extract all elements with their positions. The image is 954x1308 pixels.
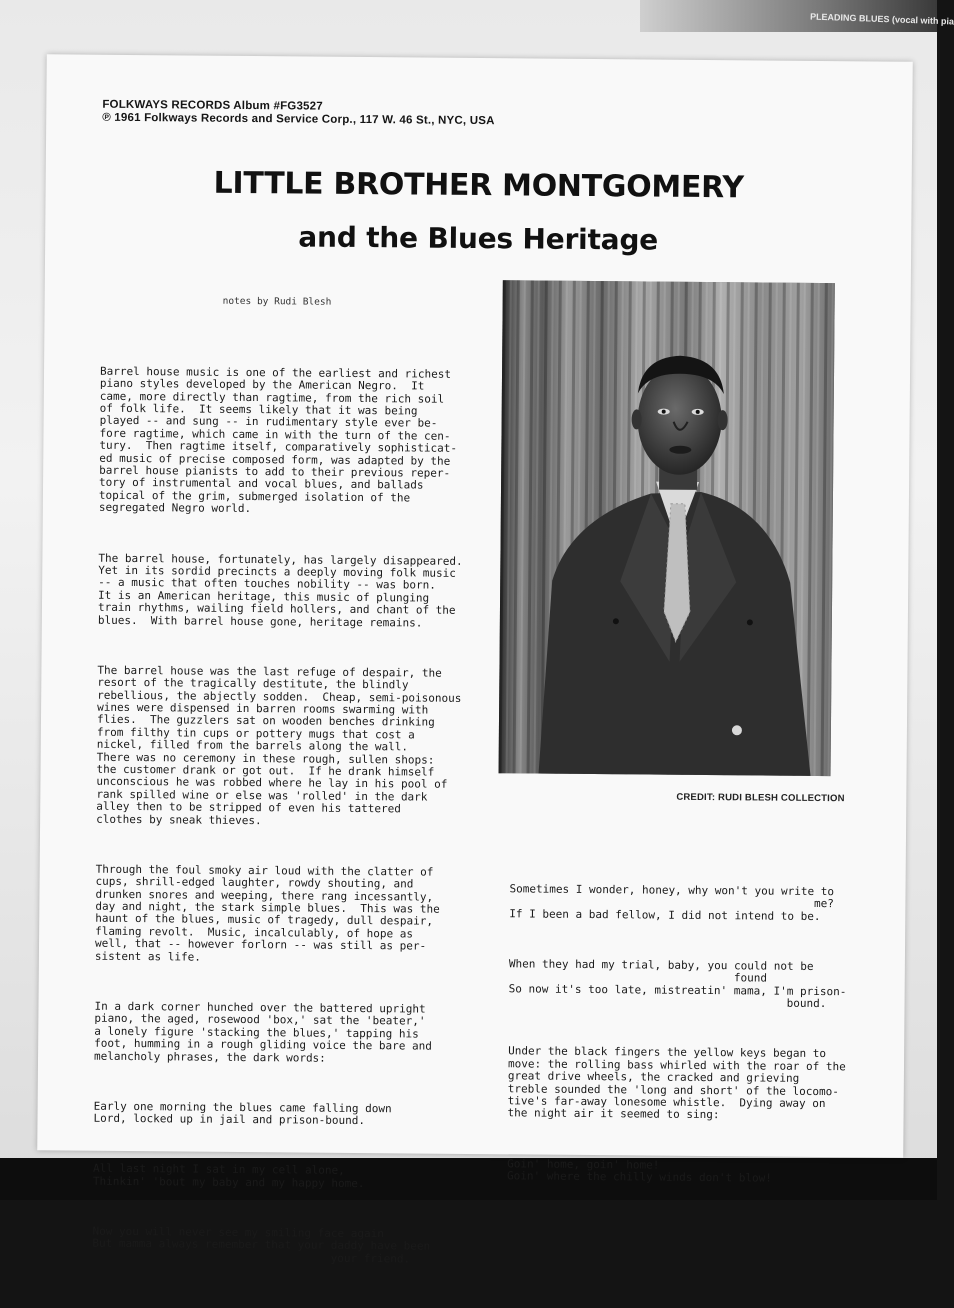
copyright-line: ℗ 1961 Folkways Records and Service Corp., 117 W. 46 St., NYC, USA <box>102 111 495 128</box>
verse-early-one-morning: Early one morning the blues came falling down Lord, locked up in jail and prison-bound. <box>93 1099 392 1128</box>
verse-sometimes-i-wonder: Sometimes I wonder, honey, why won't you write to me? If I been a bad fellow, I did not intend to be. <box>509 882 835 923</box>
label-header <box>102 99 495 128</box>
verse-my-trial: When they had my trial, baby, you could not be found So now it's too late, mistreatin' mama, I'm prison- bound. <box>508 957 847 1011</box>
left-column-text <box>92 341 500 1304</box>
paragraph-barrel-house-origins: Barrel house music is one of the earliest and richest piano styles developed by the American Negro. It came, more directly than ragtime, from the rich soil of folk life. It seems likely that it was being played -- and sung -- in rudimentary style ever be- fore ragtime, which came in with the turn of the cen- tury. Then ragtime itself, comparatively sophisticat- ed music of precise composed form, was adapted by the barrel house pianists to add to their previous reper- tory of instrumental and vocal blues, and ballads topical of the grim, submerged isolation of the segregated Negro world. <box>98 364 458 516</box>
subtitle: and the Blues Heritage <box>298 220 659 257</box>
paragraph-smoky-air: Through the foul smoky air loud with the clatter of cups, shrill-edged laughter, rowdy shouting, and drunken snores and weeping, there rang incessantly, day and night, the stark simple blues. This was the haunt of the blues, music of tragedy, dull despair, flaming revolt. Music, incalculably, of hope as well, that -- however forlorn -- was still as per- sistent as life. <box>94 862 440 964</box>
portrait-image <box>499 280 835 776</box>
right-column-text <box>507 858 870 1223</box>
paragraph-black-fingers: Under the black fingers the yellow keys began to move: the rolling bass whirled with the roar of the great drive wheels, the cracked and grieving treble sounded the 'long and short' of the locomo- tive's far-away lonesome whistle. Dying away on the night air it seemed to sing: <box>507 1044 846 1122</box>
verse-smiling-face: Now you will never see my smiling face again But mamma always remember that your daddy have been your friend. <box>92 1224 431 1266</box>
paragraph-last-refuge: The barrel house was the last refuge of despair, the resort of the tragically destitute, the blindly rebellious, the abjectly sodden. Cheap, semi-poisonous wines were dispensed in barren rooms swarming with flies. The guzzlers sat on wooden benches drinking from filthy tin cups or pottery mugs that cost a nickel, filled from the barrels along the wall. There was no ceremony in these rough, sullen shops: the customer drank or got out. If he drank himself unconscious he was robbed where he lay in his pool of rank spilled wine or else was 'rolled' in the dark alley then to be stripped of even his tattered clothes by sneak thieves. <box>96 663 462 827</box>
verse-goin-home: Goin' home, goin' home! Goin' where the chilly winds don't blow! <box>506 1156 772 1185</box>
verse-last-night: All last night I sat in my cell alone, Thinkin' 'bout my baby and my happy home. <box>92 1162 365 1190</box>
liner-notes-page <box>37 54 913 1266</box>
photo-credit: CREDIT: RUDI BLESH COLLECTION <box>676 791 845 805</box>
byline: notes by Rudi Blesh <box>222 295 332 308</box>
main-title: LITTLE BROTHER MONTGOMERY <box>213 165 744 206</box>
adjacent-record-label: PLEADING BLUES (vocal with pia <box>809 11 954 27</box>
adjacent-record-strip <box>640 0 954 32</box>
portrait-photo <box>499 280 835 776</box>
album-number: FOLKWAYS RECORDS Album #FG3527 <box>102 98 323 113</box>
paragraph-heritage: The barrel house, fortunately, has largely disappeared. Yet in its sordid precincts a deeply moving folk music -- a music that often touches nobility -- was born. It is an American heritage, this music of plunging train rhythms, wailing field hollers, and chant of the blues. With barrel house gone, heritage remains. <box>97 551 463 630</box>
paragraph-dark-corner: In a dark corner hunched over the battered upright piano, the aged, rosewood 'box,' sat the 'beater,' a lonely figure 'stacking the blues,' tapping his foot, humming in a rough gliding voice the bare and melancholy phrases, the dark words: <box>94 999 432 1065</box>
